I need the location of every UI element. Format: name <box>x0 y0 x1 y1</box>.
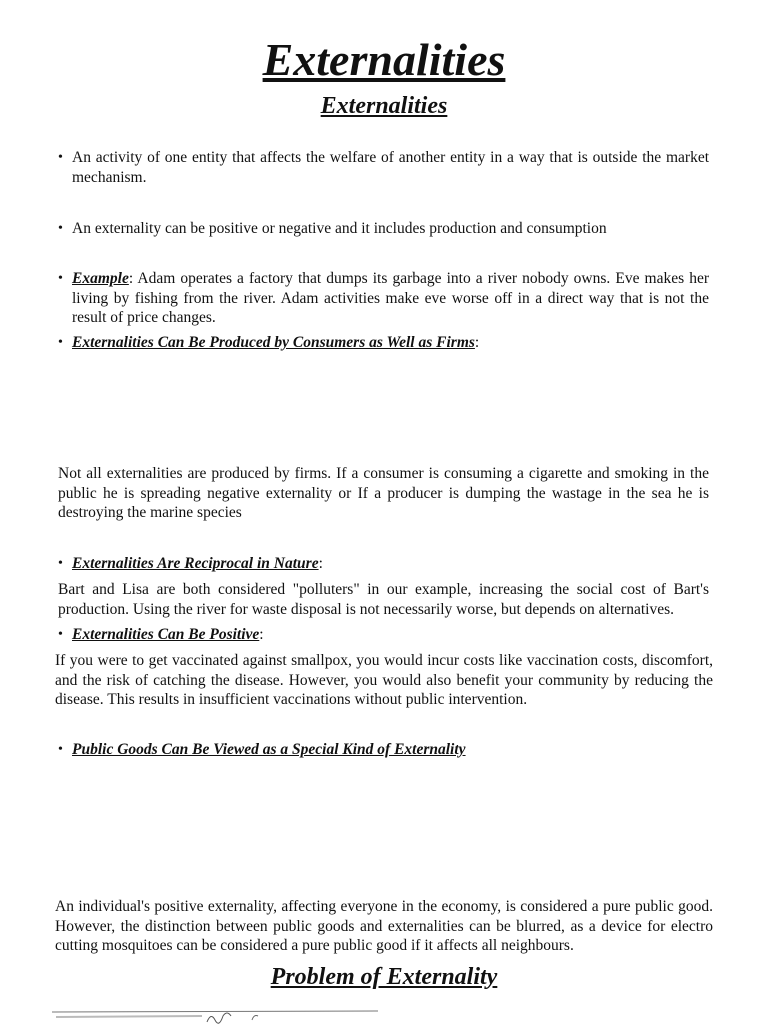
bullet-types-text: An externality can be positive or negative and it includes production and consumption <box>72 220 607 237</box>
bullet-marker: • <box>58 150 63 165</box>
colon: : <box>474 334 480 351</box>
paragraph-consumers-firms: Not all externalities are produced by firms. If a consumer is consuming a cigarette and smoking in the public he is spreading negative externality or If a producer is dumping the wastage in the sea he is destroying the marine species <box>58 465 709 521</box>
colon: : <box>259 626 264 643</box>
paragraph-positive: If you were to get vaccinated against smallpox, you would incur costs like vaccination costs, discomfort, and the risk of catching the disease. However, you would also benefit your community by reducing the disease. This results in insufficient vaccinations without public intervention. <box>55 652 713 708</box>
example-label: Example <box>72 270 129 287</box>
bullet-marker: • <box>58 627 63 642</box>
public-goods-heading: Public Goods Can Be Viewed as a Special Kind of Externality <box>72 741 466 758</box>
example-text: : Adam operates a factory that dumps its garbage into a river nobody owns. Eve makes her living by fishing from the river. Adam activities make eve worse off in a direct way that is not the result of price changes. <box>72 270 709 326</box>
bullet-marker: • <box>58 556 63 571</box>
positive-heading: Externalities Can Be Positive <box>72 626 260 643</box>
bullet-definition-text: An activity of one entity that affects the welfare of another entity in a way that is outside the market mechanism. <box>72 149 709 186</box>
colon: : <box>318 555 323 572</box>
bullet-definition <box>58 148 709 187</box>
bullet-example <box>58 269 709 328</box>
bullet-marker: • <box>58 221 63 236</box>
bullet-example-content <box>72 269 709 328</box>
consumers-firms-heading: Externalities Can Be Produced by Consumers as Well as Firms <box>72 334 475 351</box>
page-subtitle: Externalities <box>320 93 448 119</box>
scanned-figure-fragment <box>52 1008 378 1024</box>
section-heading-problem: Problem of Externality <box>270 964 498 990</box>
consumers-firms-content <box>72 333 709 353</box>
bullet-positive <box>58 625 709 645</box>
reciprocal-heading: Externalities Are Reciprocal in Nature <box>72 555 319 572</box>
bullet-public-goods <box>58 740 709 760</box>
bullet-marker: • <box>58 742 63 757</box>
reciprocal-content <box>72 554 709 574</box>
bullet-marker: • <box>58 335 63 350</box>
bullet-marker: • <box>58 271 63 286</box>
bullet-types <box>58 219 709 239</box>
public-goods-content <box>72 740 709 760</box>
paragraph-reciprocal: Bart and Lisa are both considered "polluters" in our example, increasing the social cost of Bart's production. Using the river for waste disposal is not necessarily worse, but depends on alternatives. <box>58 581 709 618</box>
positive-content <box>72 625 709 645</box>
bullet-consumers-firms <box>58 333 709 353</box>
paragraph-public-goods: An individual's positive externality, affecting everyone in the economy, is considered a pure public good. However, the distinction between public goods and externalities can be blurred, as a device for electro cutting mosquitoes can be considered a pure public good if it affects all neighbours. <box>55 898 713 954</box>
page-title: Externalities <box>262 34 506 85</box>
bullet-reciprocal <box>58 554 709 574</box>
